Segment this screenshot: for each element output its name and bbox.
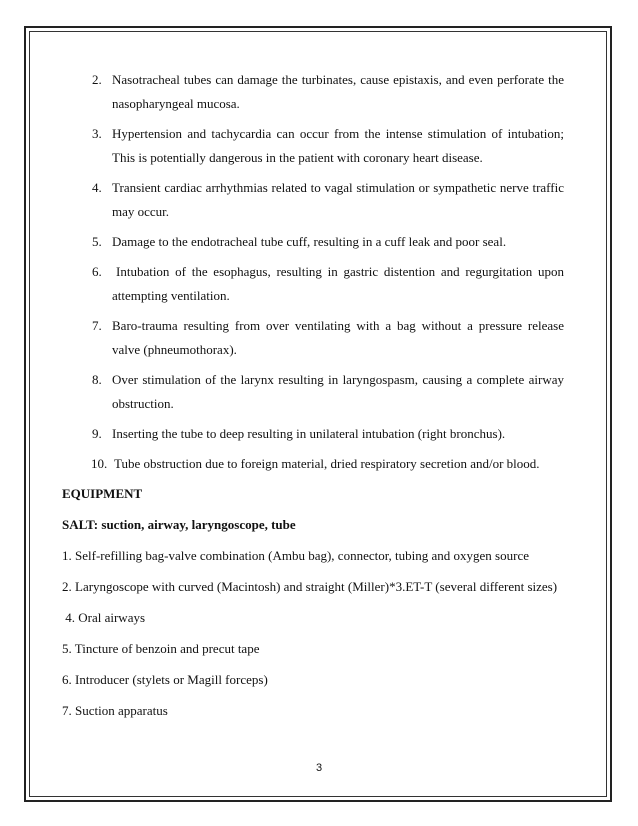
list-item: [76, 452, 564, 476]
list-item-number: 8.: [92, 372, 102, 387]
equipment-item: 7. Suction apparatus: [62, 703, 168, 718]
list-item-number: 5.: [92, 234, 102, 249]
list-item: [76, 260, 564, 308]
list-item: [76, 176, 564, 224]
list-item: [76, 68, 564, 116]
equipment-item: 5. Tincture of benzoin and precut tape: [62, 641, 260, 656]
list-item-text: Over stimulation of the larynx resulting in laryngospasm, causing a complete airway obstruction.: [112, 372, 564, 411]
list-item-number: 2.: [92, 72, 102, 87]
list-item-text: Intubation of the esophagus, resulting in gastric distention and regurgitation upon attempting ventilation.: [112, 264, 564, 303]
list-item-text: Nasotracheal tubes can damage the turbinates, cause epistaxis, and even perforate the nasopharyngeal mucosa.: [112, 72, 564, 111]
list-item-text: Transient cardiac arrhythmias related to vagal stimulation or sympathetic nerve traffic may occur.: [112, 180, 564, 219]
equipment-section: [62, 482, 564, 723]
list-item-text: Inserting the tube to deep resulting in unilateral intubation (right bronchus).: [112, 426, 506, 441]
list-item-number: 4.: [92, 180, 102, 195]
page-number: 3: [315, 762, 323, 774]
list-item: [76, 422, 564, 446]
section-heading: EQUIPMENT: [62, 486, 143, 501]
equipment-item: 1. Self-refilling bag-valve combination (Ambu bag), connector, tubing and oxygen source: [62, 548, 529, 563]
list-item-number: 3.: [92, 126, 102, 141]
list-item-text: Damage to the endotracheal tube cuff, resulting in a cuff leak and poor seal.: [112, 234, 507, 249]
equipment-item: 6. Introducer (stylets or Magill forceps): [62, 672, 268, 687]
list-item-text: Baro-trauma resulting from over ventilating with a bag without a pressure release valve (phneumothorax).: [112, 318, 564, 357]
list-item: [76, 230, 564, 254]
list-item-number: 6.: [92, 264, 102, 279]
equipment-item: 4. Oral airways: [62, 610, 146, 625]
list-item-text: Hypertension and tachycardia can occur from the intense stimulation of intubation; This is potentially dangerous in the patient with coronary heart disease.: [112, 126, 564, 165]
list-item-number: 10.: [91, 456, 108, 471]
list-item-number: 7.: [92, 318, 102, 333]
list-item: [76, 314, 564, 362]
page-content: [62, 68, 564, 730]
salt-mnemonic: SALT: suction, airway, laryngoscope, tube: [62, 517, 296, 532]
complications-list: [76, 68, 564, 476]
list-item-number: 9.: [92, 426, 102, 441]
list-item: [76, 368, 564, 416]
equipment-item: 2. Laryngoscope with curved (Macintosh) and straight (Miller)*3.ET-T (several different sizes): [62, 579, 558, 594]
list-item: [76, 122, 564, 170]
list-item-text: Tube obstruction due to foreign material, dried respiratory secretion and/or blood.: [114, 456, 540, 471]
